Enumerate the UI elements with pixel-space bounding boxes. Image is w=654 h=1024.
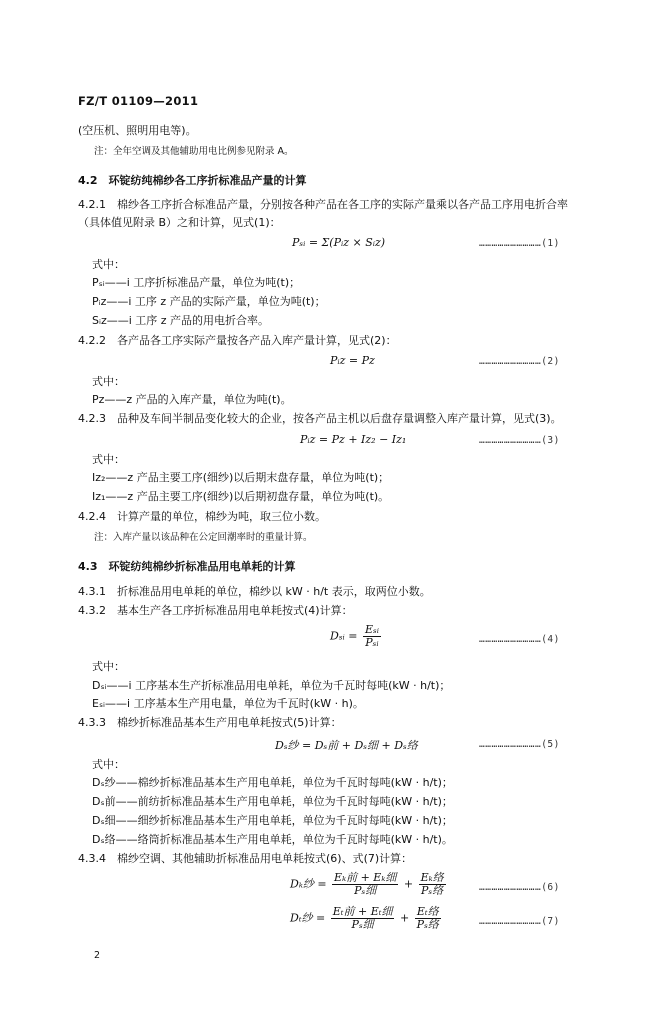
where-label: 式中： bbox=[92, 258, 125, 271]
equation-6-numerator-1: Eₖ前 + Eₖ细 bbox=[334, 871, 397, 884]
equation-7-plus: + bbox=[399, 911, 410, 925]
equation-4-fraction bbox=[363, 624, 381, 649]
clause-4-2-2: 4.2.2 各产品各工序实际产量按各产品入库产量计算，见式(2)： bbox=[78, 334, 397, 347]
equation-3: Pᵢz = Pz + Iz₂ − Iz₁ bbox=[300, 433, 407, 446]
equation-6 bbox=[290, 872, 448, 897]
equation-4 bbox=[330, 624, 383, 649]
note-aux-power: 注：全年空调及其他辅助用电比例参见附录 A。 bbox=[94, 146, 294, 157]
equation-7-numerator-2: Eₜ络 bbox=[416, 905, 439, 918]
definition-piz: Pᵢz——i 工序 z 产品的实际产量，单位为吨(t)； bbox=[92, 295, 326, 308]
definition-ds-yarn: Dₛ纱——棉纱折标准品基本生产用电单耗，单位为千瓦时每吨(kW · h/t)； bbox=[92, 776, 453, 789]
equation-7 bbox=[290, 906, 443, 931]
definition-esi: Eₛᵢ——i 工序基本生产用电量，单位为千瓦时(kW · h)。 bbox=[92, 697, 364, 710]
clause-4-3-2: 4.3.2 基本生产各工序折标准品用电单耗按式(4)计算： bbox=[78, 604, 353, 617]
definition-dsi: Dₛᵢ——i 工序基本生产折标准品用电单耗，单位为千瓦时每吨(kW · h/t)； bbox=[92, 679, 451, 692]
equation-2-number: …………………………(2) bbox=[479, 356, 560, 367]
clause-4-2-4: 4.2.4 计算产量的单位，棉纱为吨，取三位小数。 bbox=[78, 510, 326, 523]
equation-1: Pₛᵢ = Σ(Pᵢz × Sᵢz) bbox=[292, 236, 386, 249]
section-heading-4-2: 4.2 环锭纺纯棉纱各工序折标准品产量的计算 bbox=[78, 174, 307, 187]
equation-2: Pᵢz = Pz bbox=[330, 354, 375, 367]
equation-7-fraction-2 bbox=[415, 906, 441, 931]
note-storage-weight: 注：入库产量以该品种在公定回潮率时的重量计算。 bbox=[94, 532, 313, 543]
equation-7-lhs: Dₜ纱 = bbox=[290, 911, 326, 925]
definition-iz2: Iz₂——z 产品主要工序(细纱)以后期末盘存量，单位为吨(t)； bbox=[92, 471, 390, 484]
equation-7-number: …………………………(7) bbox=[479, 916, 560, 927]
where-label: 式中： bbox=[92, 660, 125, 673]
equation-7-denominator-2: Pₛ络 bbox=[416, 918, 439, 931]
clause-4-2-3: 4.2.3 品种及车间半制品变化较大的企业，按各产品主机以后盘存量调整入库产量计算，见式(3)。 bbox=[78, 412, 562, 425]
section-heading-4-3: 4.3 环锭纺纯棉纱折标准品用电单耗的计算 bbox=[78, 560, 296, 573]
equation-6-denominator-1: Pₛ细 bbox=[354, 884, 377, 897]
standard-code-header: FZ/T 01109—2011 bbox=[78, 94, 199, 108]
equation-6-denominator-2: Pₛ络 bbox=[421, 884, 444, 897]
definition-ds-winding: Dₛ络——络筒折标准品基本生产用电单耗，单位为千瓦时每吨(kW · h/t)。 bbox=[92, 833, 453, 846]
definition-pz: Pz——z 产品的入库产量，单位为吨(t)。 bbox=[92, 393, 292, 406]
where-label: 式中： bbox=[92, 375, 125, 388]
definition-psi: Pₛᵢ——i 工序折标准品产量，单位为吨(t)； bbox=[92, 276, 301, 289]
equation-4-number: …………………………(4) bbox=[479, 634, 560, 645]
definition-ds-front: Dₛ前——前纺折标准品基本生产用电单耗，单位为千瓦时每吨(kW · h/t)； bbox=[92, 795, 453, 808]
paragraph-continuation: (空压机、照明用电等)。 bbox=[78, 124, 197, 137]
equation-7-fraction-1 bbox=[331, 906, 395, 931]
equation-7-denominator-1: Pₛ细 bbox=[351, 918, 374, 931]
definition-ds-fine: Dₛ细——细纱折标准品基本生产用电单耗，单位为千瓦时每吨(kW · h/t)； bbox=[92, 814, 453, 827]
clause-4-3-4: 4.3.4 棉纱空调、其他辅助折标准品用电单耗按式(6)、式(7)计算： bbox=[78, 852, 413, 865]
equation-4-lhs: Dₛᵢ = bbox=[330, 629, 358, 643]
equation-3-number: …………………………(3) bbox=[479, 435, 560, 446]
equation-6-fraction-1 bbox=[332, 872, 398, 897]
equation-6-lhs: Dₖ纱 = bbox=[290, 877, 327, 891]
equation-6-plus: + bbox=[403, 877, 414, 891]
equation-5: Dₛ纱 = Dₛ前 + Dₛ细 + Dₛ络 bbox=[275, 739, 418, 752]
clause-4-2-1-line2: （具体值见附录 B）之和计算，见式(1)： bbox=[78, 216, 281, 229]
clause-4-2-1-line1: 4.2.1 棉纱各工序折合标准品产量，分别按各种产品在各工序的实际产量乘以各产品工序用电折合率 bbox=[78, 198, 568, 211]
equation-4-denominator: Pₛᵢ bbox=[365, 636, 379, 649]
definition-siz: Sᵢz——i 工序 z 产品的用电折合率。 bbox=[92, 314, 270, 327]
clause-4-3-3: 4.3.3 棉纱折标准品基本生产用电单耗按式(5)计算： bbox=[78, 716, 342, 729]
equation-4-numerator: Eₛᵢ bbox=[364, 623, 379, 636]
clause-4-3-1: 4.3.1 折标准品用电单耗的单位，棉纱以 kW · h/t 表示，取两位小数。 bbox=[78, 585, 431, 598]
equation-5-number: …………………………(5) bbox=[479, 739, 560, 750]
equation-6-fraction-2 bbox=[419, 872, 446, 897]
definition-iz1: Iz₁——z 产品主要工序(细纱)以后期初盘存量，单位为吨(t)。 bbox=[92, 490, 390, 503]
equation-6-numerator-2: Eₖ络 bbox=[420, 871, 444, 884]
where-label: 式中： bbox=[92, 758, 125, 771]
page-number: 2 bbox=[94, 950, 101, 961]
equation-7-numerator-1: Eₜ前 + Eₜ细 bbox=[332, 905, 393, 918]
where-label: 式中： bbox=[92, 453, 125, 466]
equation-6-number: …………………………(6) bbox=[479, 882, 560, 893]
equation-1-number: …………………………(1) bbox=[479, 238, 560, 249]
